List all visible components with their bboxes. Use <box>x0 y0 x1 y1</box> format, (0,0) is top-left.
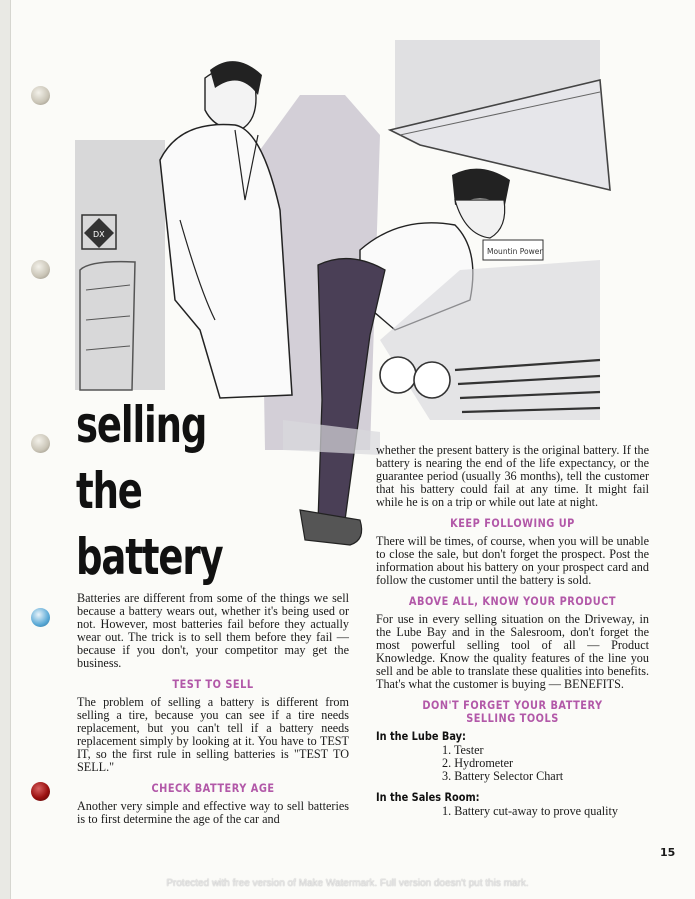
page-number: 15 <box>660 846 676 859</box>
page-title <box>76 392 223 590</box>
check-age-paragraph: Another very simple and effective way to sell batteries is to first determine the age of the car and <box>77 799 349 826</box>
binder-hole <box>31 608 50 627</box>
dx-logo-text: DX <box>93 230 105 239</box>
above-all-paragraph: For use in every selling situation on the Driveway, in the Lube Bay and in the Salesroom, don't forget the most powerful selling tool of all — Product Knowledge. Know the quality features of the line you sell and be able to translate these qualities into benefits. That's what the customer is buying — BENEFITS. <box>376 612 649 691</box>
engine-sign-text: Mountin Power <box>487 247 543 256</box>
right-column <box>376 444 649 818</box>
title-line: the <box>76 462 142 520</box>
list-item: 1. Battery cut-away to prove quality <box>442 804 618 818</box>
keep-following-heading: KEEP FOLLOWING UP <box>450 516 575 530</box>
above-all-heading: ABOVE ALL, KNOW YOUR PRODUCT <box>408 594 617 608</box>
lube-bay-label: In the Lube Bay: <box>376 729 466 743</box>
check-age-heading: CHECK BATTERY AGE <box>151 781 275 795</box>
binder-hole <box>31 782 50 801</box>
intro-paragraph: Batteries are different from some of the things we sell because a battery wears out, whether it's being used or not. However, most batteries fail before they actually wear out. The trick is to sell them before they fail — because if you don't, your competitor may get the business. <box>77 591 349 670</box>
title-line: battery <box>76 528 223 586</box>
title-line: selling <box>76 396 207 454</box>
lube-bay-list <box>442 744 649 783</box>
list-item: 3. Battery Selector Chart <box>442 769 564 783</box>
sales-room-list <box>442 805 649 818</box>
tools-heading: DON'T FORGET YOUR BATTERY SELLING TOOLS <box>422 698 603 725</box>
test-to-sell-paragraph: The problem of selling a battery is different from selling a tire, because you can see if a tire needs replacement, but you can't tell if a battery needs replacement simply by looking at it. You have to TEST IT, so the first rule in selling batteries is "TEST TO SELL." <box>77 695 349 774</box>
test-to-sell-heading: TEST TO SELL <box>172 677 254 691</box>
list-item: 1. Tester <box>442 743 484 757</box>
keep-following-paragraph: There will be times, of course, when you will be unable to close the sale, but don't forget the prospect. Post the information about his battery on your prospect card and follow the customer until the battery is sold. <box>376 534 649 587</box>
watermark-footer: Protected with free version of Make Watermark. Full version doesn't put this mark. <box>166 878 529 889</box>
list-item: 2. Hydrometer <box>442 756 514 770</box>
continuation-paragraph: whether the present battery is the original battery. If the battery is nearing the end of the life expectancy, or the guarantee period (usually 36 months), tell the customer that his battery could fail at any time. It might fail while he is on a trip or while out late at night. <box>376 443 649 509</box>
sales-room-label: In the Sales Room: <box>376 790 480 804</box>
left-column <box>77 592 349 826</box>
